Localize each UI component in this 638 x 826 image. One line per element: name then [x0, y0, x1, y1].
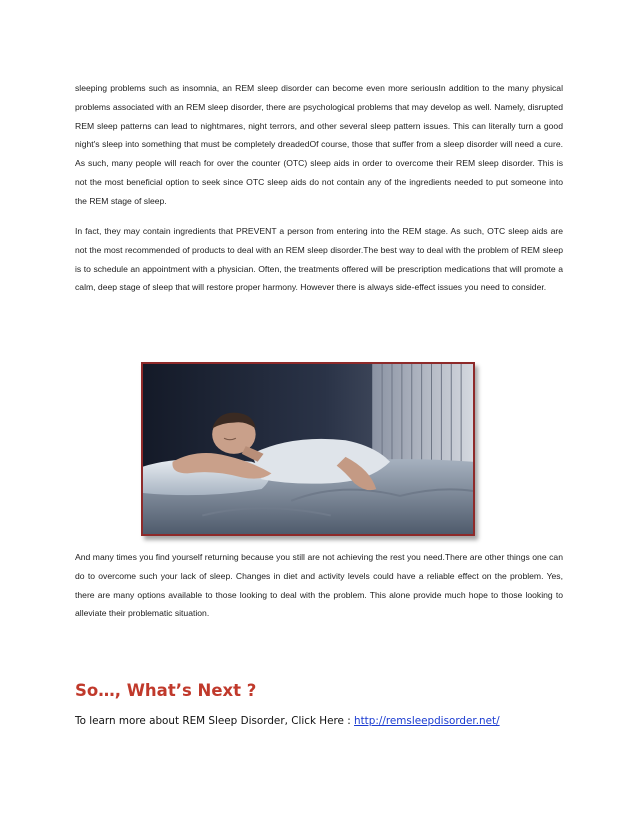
section-heading: So…, What’s Next ?: [75, 681, 257, 700]
cta-line: [75, 713, 500, 729]
photo-illustration: [143, 364, 473, 534]
body-paragraph-2: In fact, they may contain ingredients that PREVENT a person from entering into the REM stage. As such, OTC sleep aids are not the most recommended of products to deal with an REM sleep disorder.The best way to deal with the problem of REM sleep is to schedule an appointment with a physician. Often, the treatments offered will be prescription medications that will promote a calm, deep stage of sleep that will restore proper harmony. However there is always side-effect issues you need to consider.: [75, 226, 563, 293]
body-paragraph-1: sleeping problems such as insomnia, an REM sleep disorder can become even more seriousIn addition to the many physical problems associated with an REM sleep disorder, there are psychological problems that may develop as well. Namely, disrupted REM sleep patterns can lead to nightmares, night terrors, and other several sleep pattern issues. This can literally turn a good night's sleep into something that must be completely dreadedOf course, those that suffer from a sleep disorder will need a cure. As such, many people will reach for over the counter (OTC) sleep aids in order to overcome their REM sleep disorder. This is not the most beneficial option to seek since OTC sleep aids do not contain any of the ingredients needed to put someone into the REM stage of sleep.: [75, 83, 563, 206]
man-sleeping-photo: [141, 362, 475, 536]
body-paragraph-3: And many times you find yourself returning because you still are not achieving the rest you need.There are other things one can do to overcome such your lack of sleep. Changes in diet and activity levels could have a reliable effect on the problem. Yes, there are many options available to those looking to deal with the problem. This alone provide much hope to those looking to alleviate their problematic situation.: [75, 552, 563, 619]
website-link[interactable]: http://remsleepdisorder.net/: [354, 715, 500, 727]
cta-text: To learn more about REM Sleep Disorder, Click Here :: [75, 715, 355, 727]
